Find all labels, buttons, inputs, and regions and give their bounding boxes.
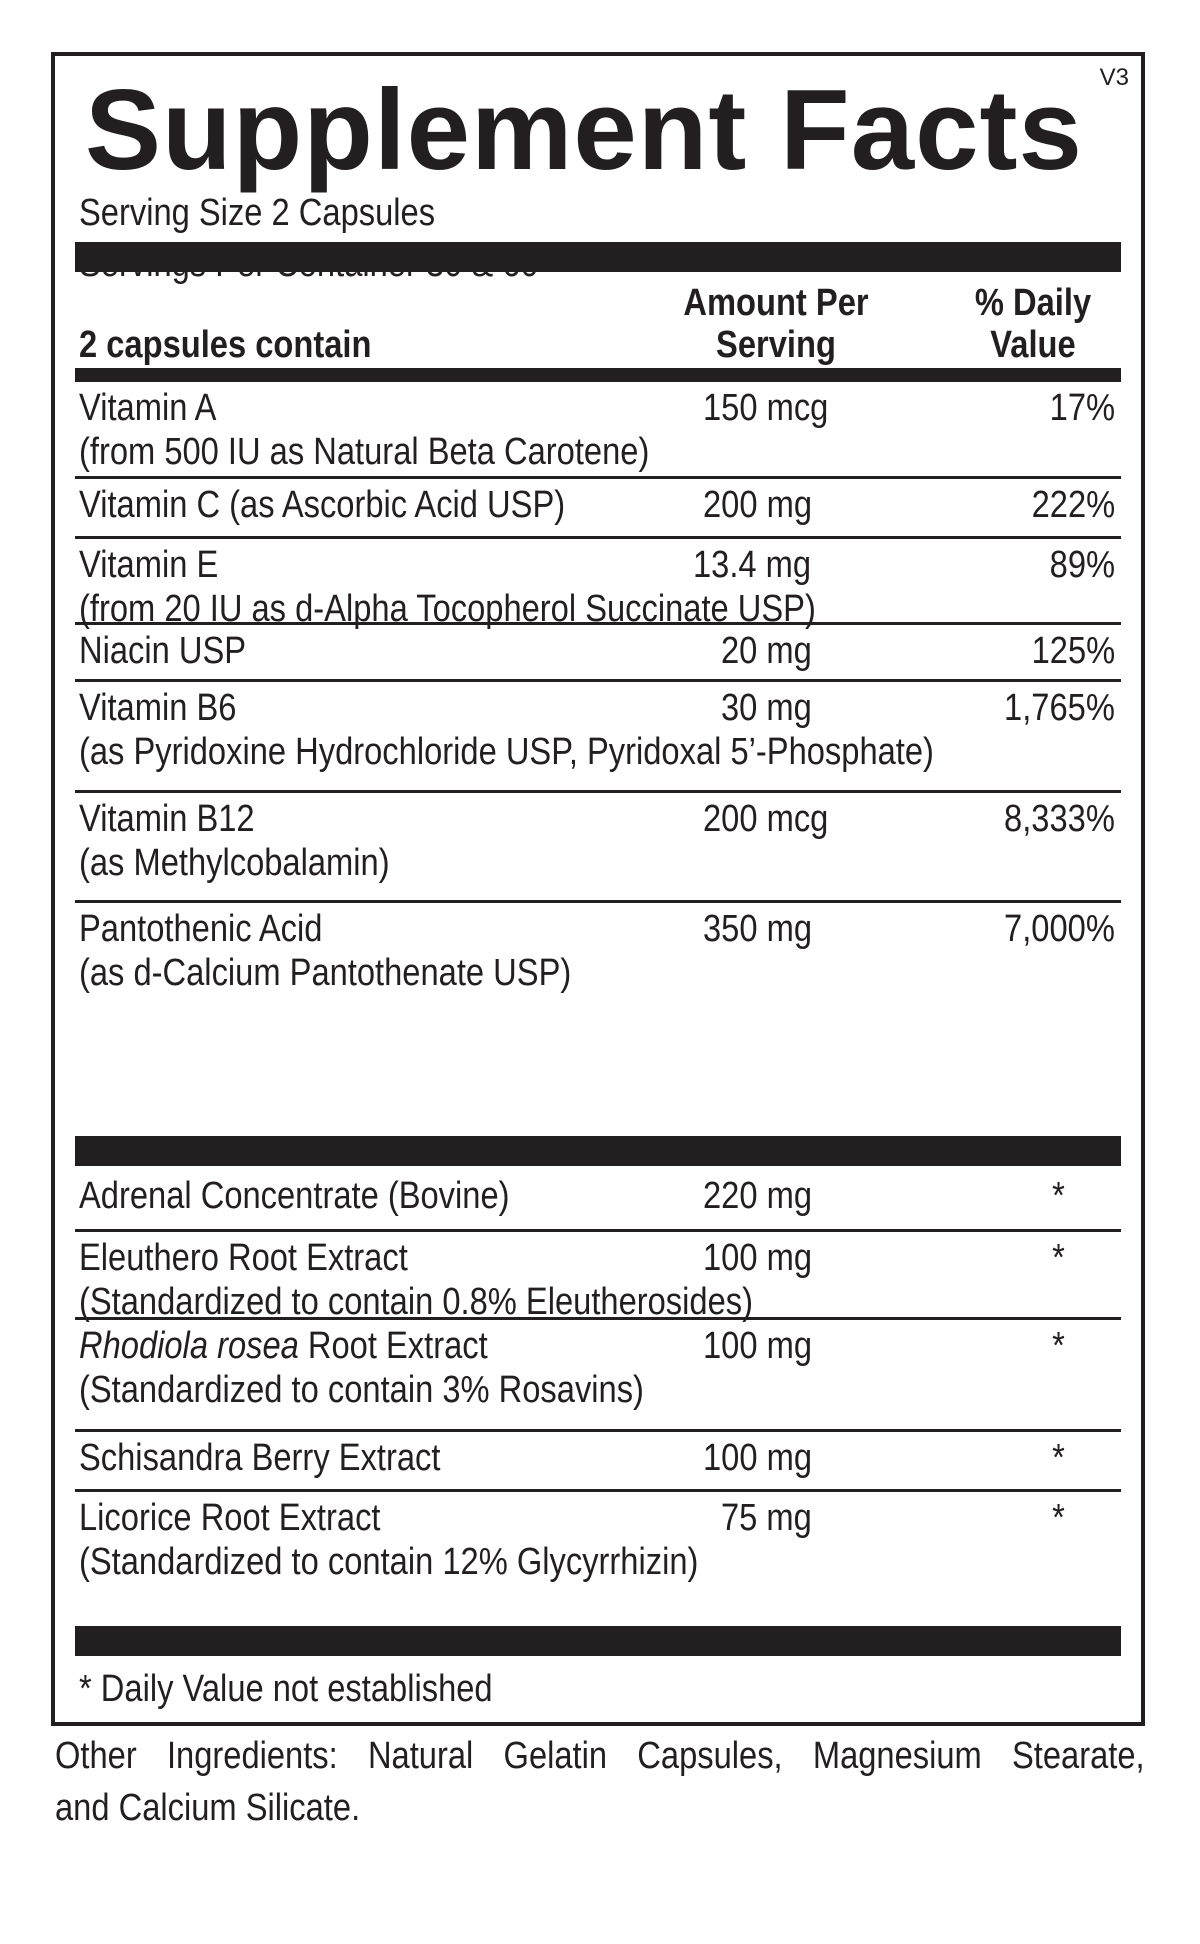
other-ingredients [55, 1730, 1145, 1834]
nutrient-row [75, 382, 1121, 479]
ingredient-amount: 220 mg [703, 1175, 813, 1217]
nutrient-daily-value: 222% [1031, 484, 1115, 526]
header-dv-line1: % Daily [974, 282, 1092, 324]
thick-divider-top [75, 242, 1121, 272]
nutrient-source: (as Methylcobalamin) [79, 842, 390, 884]
ingredient-row [75, 1432, 1121, 1492]
nutrient-amount: 200 mcg [703, 798, 829, 840]
nutrient-amount: 350 mg [703, 908, 813, 950]
ingredient-daily-value: * [1052, 1237, 1065, 1279]
nutrient-name: Vitamin E [79, 544, 219, 586]
ingredient-name: Licorice Root Extract [79, 1497, 381, 1539]
nutrient-daily-value: 125% [1031, 630, 1115, 672]
ingredient-name: Schisandra Berry Extract [79, 1437, 441, 1479]
ingredient-row [75, 1232, 1121, 1323]
ingredient-name-italic: Rhodiola rosea [79, 1325, 299, 1367]
nutrient-amount: 200 mg [703, 484, 813, 526]
nutrient-row [75, 625, 1121, 682]
ingredient-amount: 100 mg [703, 1237, 813, 1279]
supplement-facts-panel [51, 52, 1145, 1726]
nutrient-daily-value: 1,765% [1004, 687, 1115, 729]
nutrient-daily-value: 7,000% [1004, 908, 1115, 950]
header-amount-line2: Serving [716, 324, 836, 366]
nutrient-daily-value: 17% [1049, 387, 1115, 429]
nutrient-amount: 30 mg [721, 687, 812, 729]
ingredient-name: Eleuthero Root Extract [79, 1237, 408, 1279]
ingredient-standardization: (Standardized to contain 12% Glycyrrhizin) [79, 1541, 699, 1583]
ingredient-daily-value: * [1052, 1497, 1065, 1539]
thick-divider-header [75, 368, 1121, 382]
nutrient-amount: 13.4 mg [693, 544, 812, 586]
nutrient-source: (as d-Calcium Pantothenate USP) [79, 952, 572, 994]
nutrient-name: Pantothenic Acid [79, 908, 323, 950]
ingredient-amount: 100 mg [703, 1437, 813, 1479]
panel-title: Supplement Facts [85, 67, 1083, 194]
nutrient-name: Vitamin B6 [79, 687, 237, 729]
ingredient-row [75, 1320, 1121, 1432]
thick-divider-bottom [75, 1626, 1121, 1656]
nutrient-name: Vitamin B12 [79, 798, 255, 840]
nutrient-daily-value: 8,333% [1004, 798, 1115, 840]
nutrient-name: Niacin USP [79, 630, 247, 672]
nutrient-amount: 150 mcg [703, 387, 829, 429]
other-ingredients-line2: and Calcium Silicate. [55, 1787, 361, 1829]
thick-divider-middle [75, 1136, 1121, 1166]
ingredient-name: Adrenal Concentrate (Bovine) [79, 1175, 510, 1217]
ingredient-row [75, 1170, 1121, 1232]
nutrient-amount: 20 mg [721, 630, 812, 672]
nutrient-row [75, 682, 1121, 793]
nutrient-row [75, 479, 1121, 539]
nutrient-row [75, 539, 1121, 630]
ingredient-name [79, 1324, 488, 1368]
ingredient-daily-value: * [1052, 1437, 1065, 1479]
nutrient-row [75, 793, 1121, 903]
other-ingredients-line1: Other Ingredients: Natural Gelatin Capsules, Magnesium Stearate, [55, 1735, 1145, 1777]
header-amount-line1: Amount Per [683, 282, 869, 324]
ingredient-daily-value: * [1052, 1175, 1065, 1217]
nutrient-daily-value: 89% [1049, 544, 1115, 586]
ingredient-amount: 75 mg [721, 1497, 812, 1539]
daily-value-footnote: * Daily Value not established [79, 1668, 493, 1710]
ingredient-standardization: (Standardized to contain 0.8% Eleutherosides) [79, 1281, 753, 1323]
ingredient-row [75, 1492, 1121, 1592]
nutrient-name: Vitamin A [79, 387, 217, 429]
nutrient-name: Vitamin C (as Ascorbic Acid USP) [79, 484, 566, 526]
ingredient-daily-value: * [1052, 1325, 1065, 1367]
nutrient-source: (from 500 IU as Natural Beta Carotene) [79, 431, 650, 473]
ingredient-standardization: (Standardized to contain 3% Rosavins) [79, 1369, 644, 1411]
ingredient-name-rest: Root Extract [298, 1325, 488, 1367]
nutrient-source: (as Pyridoxine Hydrochloride USP, Pyridoxal 5’-Phosphate) [79, 731, 934, 773]
header-contains: 2 capsules contain [79, 324, 372, 366]
version-code: V3 [1099, 64, 1129, 91]
nutrient-source: (from 20 IU as d-Alpha Tocopherol Succinate USP) [79, 588, 816, 630]
serving-size: Serving Size 2 Capsules [79, 192, 436, 234]
nutrient-row [75, 903, 1121, 1009]
header-dv-line2: Value [990, 324, 1076, 366]
ingredient-amount: 100 mg [703, 1325, 813, 1367]
